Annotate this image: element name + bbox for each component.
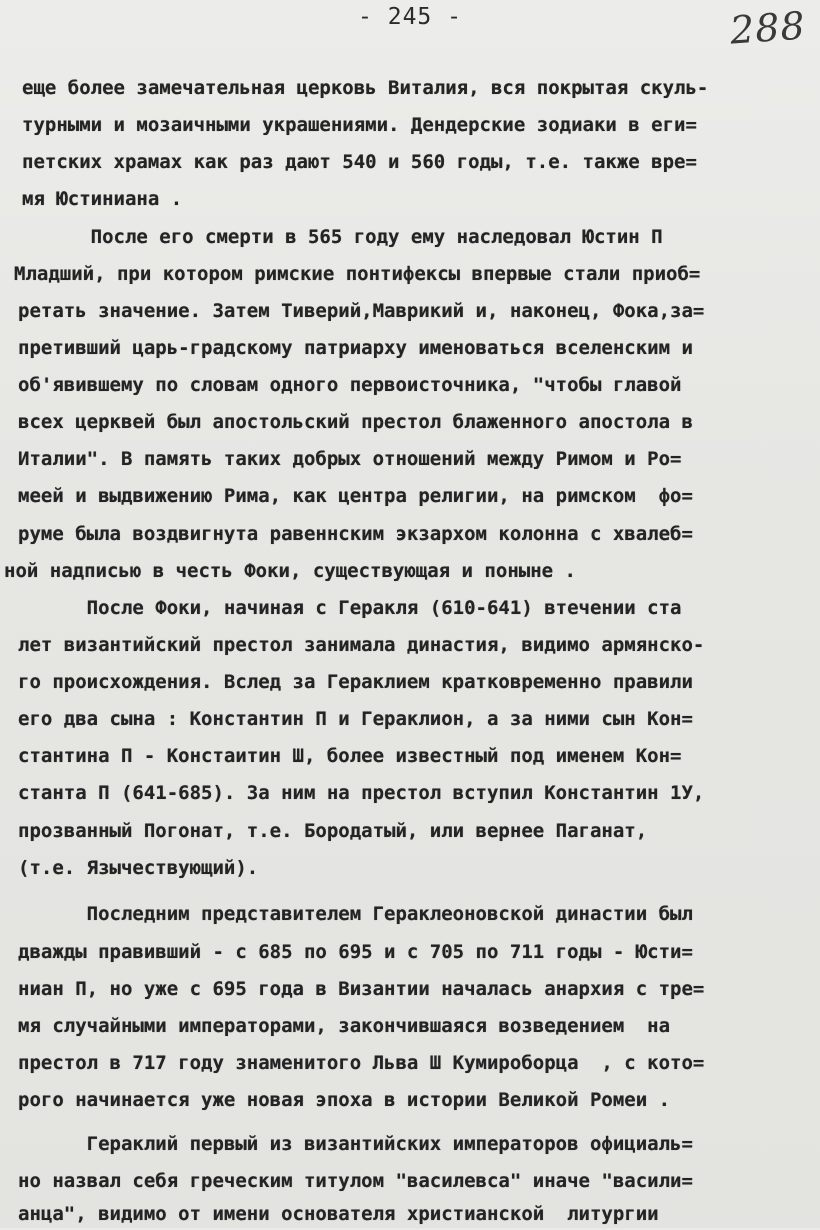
text-line: станта П (641-685). За ним на престол вступил Константин 1У, xyxy=(18,782,705,804)
text-line: всех церквей был апостольский престол блаженного апостола в xyxy=(18,411,693,433)
text-line: еще более замечательная церковь Виталия, вся покрытая скуль- xyxy=(22,77,709,99)
text-line: мя Юстиниана . xyxy=(22,188,183,210)
text-line: претивший царь-градскому патриарху именоваться вселенским и xyxy=(18,337,693,359)
paragraph-start-line: После его смерти в 565 году ему наследовал Юстин П xyxy=(22,226,663,248)
text-line: Младший, при котором римские понтифексы впервые стали приоб= xyxy=(14,263,701,285)
text-line: но назвал себя греческим титулом "василевса" иначе "васили= xyxy=(18,1170,693,1192)
text-line: его два сына : Константин П и Гераклион, а за ними сын Кон= xyxy=(18,708,693,730)
text-line: Италии". В память таких добрых отношений между Римом и Ро= xyxy=(18,448,682,470)
text-line: ной надписью в честь Фоки, существующая и поныне . xyxy=(4,560,576,582)
page-number: - 245 - xyxy=(358,4,462,30)
text-line: турными и мозаичными украшениями. Дендерские зодиаки в еги= xyxy=(22,114,697,136)
text-line: петских храмах как раз дают 540 и 560 годы, т.е. также вре= xyxy=(22,151,697,173)
text-line: ретать значение. Затем Тиверий,Маврикий и, наконец, Фока,за= xyxy=(18,300,705,322)
text-line: стантина П - Констаитин Ш, более известный под именем Кон= xyxy=(18,745,682,767)
text-line: руме была воздвигнута равеннским экзархом колонна с хвалеб= xyxy=(18,523,693,545)
text-line: (т.е. Язычествующий). xyxy=(18,857,259,879)
paragraph-start-line: Гераклий первый из византийских императоров официаль= xyxy=(18,1133,693,1155)
text-line: лет византийский престол занимала династия, видимо армянско- xyxy=(18,634,705,656)
text-line: об'явившему по словам одного первоисточника, "чтобы главой xyxy=(18,374,682,396)
text-line: го происхождения. Вслед за Гераклием кратковременно правили xyxy=(18,671,693,693)
text-line: престол в 717 году знаменитого Льва Ш Кумироборца , с кото= xyxy=(18,1052,705,1074)
text-line: прозванный Погонат, т.е. Бородатый, или вернее Паганат, xyxy=(18,820,648,842)
text-line: дважды правивший - с 685 по 695 и с 705 по 711 годы - Юсти= xyxy=(18,941,693,963)
paragraph-start-line: Последним представителем Гераклеоновской династии был xyxy=(18,903,693,925)
text-line: ниан П, но уже с 695 года в Византии началась анархия с тре= xyxy=(18,978,705,1000)
text-line: рого начинается уже новая эпоха в истории Великой Ромеи . xyxy=(18,1089,671,1111)
text-line: меей и выдвижению Рима, как центра религии, на римском фо= xyxy=(18,485,693,507)
paragraph-start-line: После Фоки, начиная с Геракля (610-641) втечении ста xyxy=(18,597,682,619)
handwritten-folio-number: 288 xyxy=(729,3,808,53)
text-line: мя случайными императорами, закончившаяся возведением на xyxy=(18,1015,671,1037)
text-line: анца", видимо от имени основателя христианской литургии xyxy=(18,1203,659,1225)
